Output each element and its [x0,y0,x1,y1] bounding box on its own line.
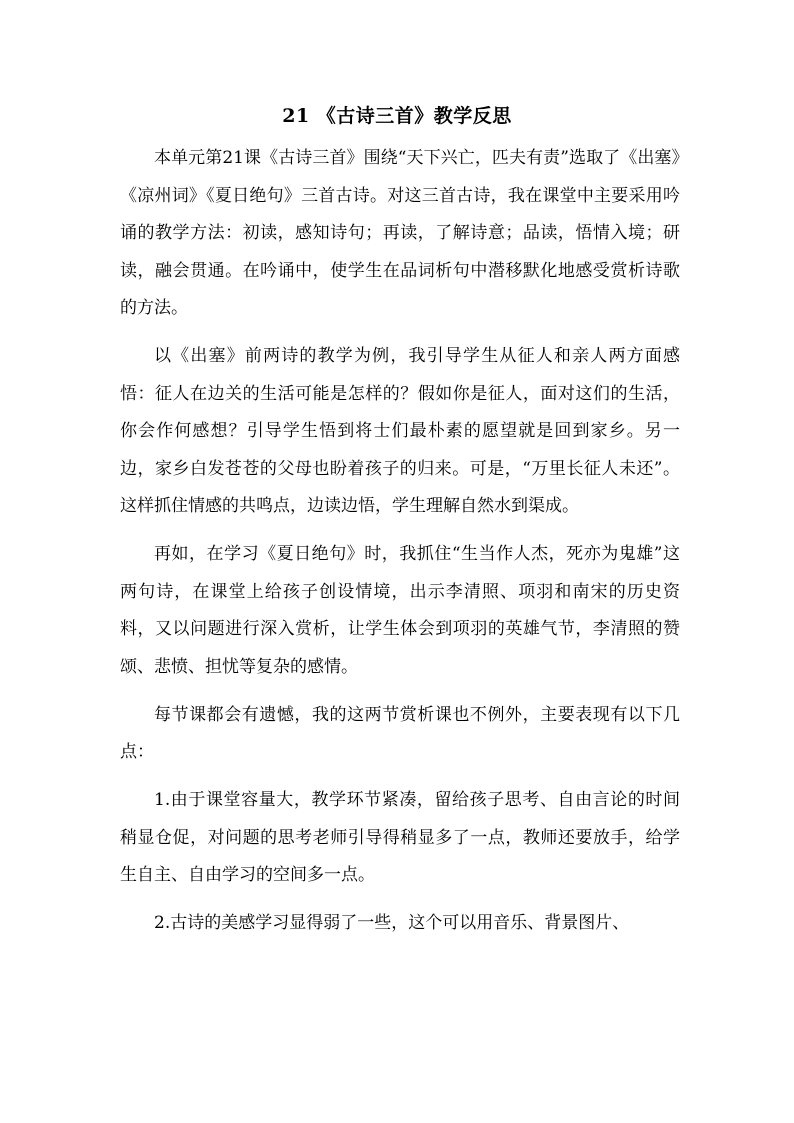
document-title: 21 《古诗三首》教学反思 [282,105,512,127]
paragraph-regrets-intro: 每节课都会有遗憾，我的这两节赏析课也不例外，主要表现有以下几点： [120,704,680,762]
paragraph-xiari-example: 再如，在学习《夏日绝句》时，我抓住“生当作人杰，死亦为鬼雄”这两句诗，在课堂上给孩子创设情境，出示李清照、项羽和南宋的历史资料，又以问题进行深入赏析，让学生体会到项羽的英雄气节，李清照的赞颂、悲愤、担忧等复杂的感情。 [120,544,680,677]
paragraph-point-2: 2.古诗的美感学习显得弱了一些，这个可以用音乐、背景图片、 [154,913,630,933]
document-body [120,140,680,943]
paragraph-chusai-example: 以《出塞》前两诗的教学为例，我引导学生从征人和亲人两方面感悟：征人在边关的生活可能是怎样的？假如你是征人，面对这们的生活，你会作何感想？引导学生悟到将士们最朴素的愿望就是回到家乡。另一边，家乡白发苍苍的父母也盼着孩子的归来。可是，“万里长征人未还”。这样抓住情感的共鸣点，边读边悟，学生理解自然水到渠成。 [120,346,680,516]
paragraph-point-1: 1.由于课堂容量大，教学环节紧凑，留给孩子思考、自由言论的时间稍显仓促，对问题的思考老师引导得稍显多了一点，教师还要放手，给学生自主、自由学习的空间多一点。 [120,790,680,885]
paragraph-intro: 本单元第21课《古诗三首》围绕“天下兴亡，匹夫有责”选取了《出塞》《凉州词》《夏日绝句》三首古诗。对这三首古诗，我在课堂中主要采用吟诵的教学方法：初读，感知诗句；再读，了解诗意；品读，悟情入境；研读，融会贯通。在吟诵中，使学生在品词析句中潜移默化地感受赏析诗歌的方法。 [120,148,680,318]
